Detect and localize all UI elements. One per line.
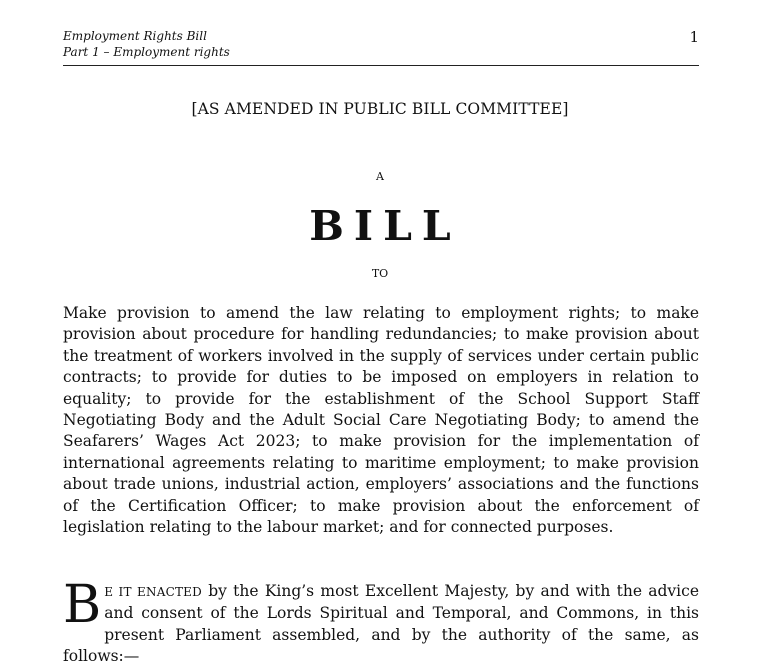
running-head bbox=[63, 28, 699, 66]
running-head-titles bbox=[63, 28, 230, 60]
page-number: 1 bbox=[689, 28, 699, 46]
long-title: Make provision to amend the law relating to employment rights; to make provision about procedure for handling redundancies; to make provision about the treatment of workers involved in the supply of services under certain public contracts; to provide for duties to be imposed on employers in relation to equality; to provide for the establishment of the School Support Staff Negotiating Body and the Adult Social Care Negotiating Body; to amend the Seafarers’ Wages Act 2023; to make provision for the implementation of international agreements relating to maritime employment; to make provision about trade unions, industrial action, employers’ associations and the functions of the Certification Officer; to make provision about the enforcement of legislation relating to the labour market; and for connected purposes. bbox=[63, 304, 699, 537]
enacting-small-caps: E IT ENACTED bbox=[104, 585, 202, 599]
bill-status: [AS AMENDED IN PUBLIC BILL COMMITTEE] bbox=[191, 100, 569, 118]
to-word: TO bbox=[371, 267, 389, 280]
enacting-text: by the King’s most Excellent Majesty, by and with the advice and consent of the Lords Spiritual and Temporal, and Commons, in this present Parliament assembled, and by the authority of the same, as follows:— bbox=[63, 582, 699, 666]
running-head-bill-name: Employment Rights Bill bbox=[63, 29, 207, 43]
article-a: A bbox=[376, 170, 384, 183]
drop-cap: B bbox=[63, 575, 102, 635]
enacting-formula bbox=[63, 575, 699, 668]
running-head-part: Part 1 – Employment rights bbox=[63, 45, 230, 59]
bill-title: BILL bbox=[309, 202, 461, 250]
